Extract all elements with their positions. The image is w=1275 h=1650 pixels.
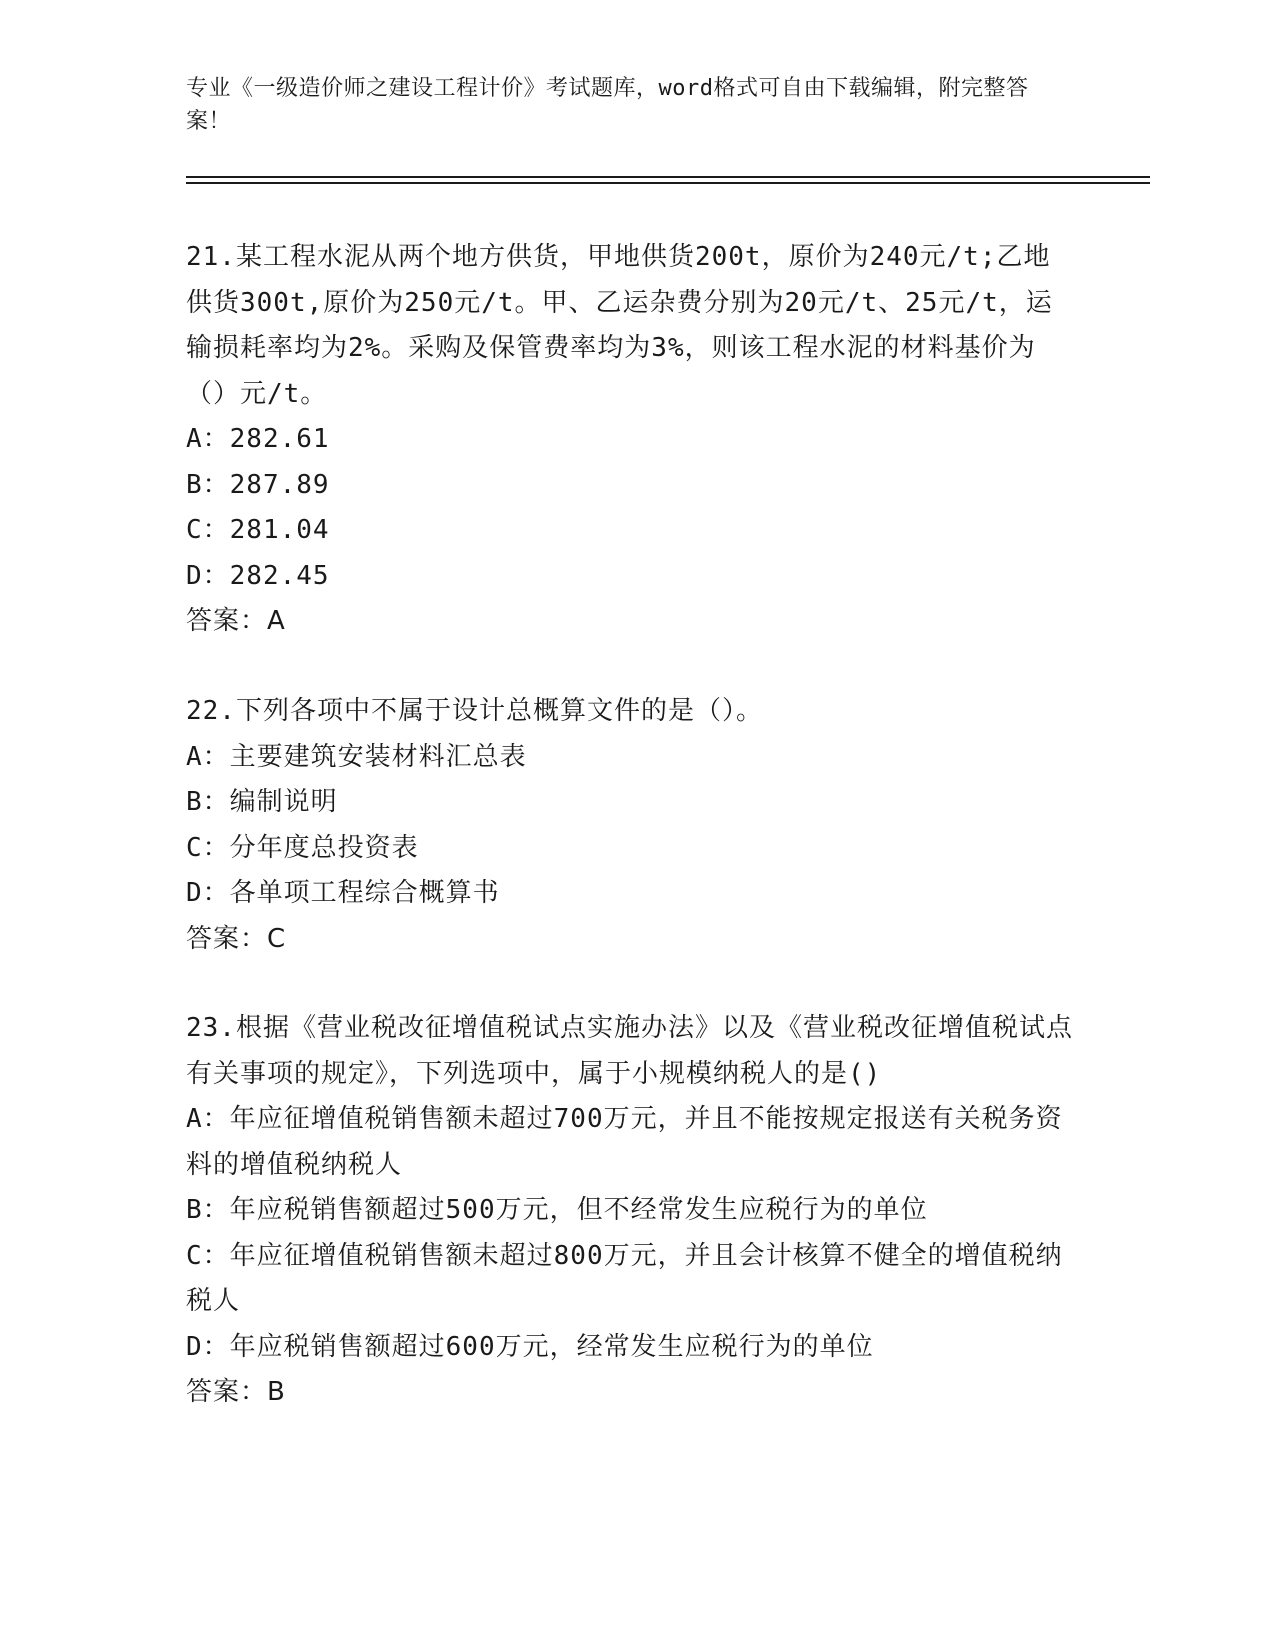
option-c: C：281.04: [186, 515, 330, 545]
option-b: B：287.89: [186, 469, 330, 500]
question-stem: 22.下列各项中不属于设计总概算文件的是（）。: [186, 696, 763, 726]
option-b: B：编制说明: [186, 787, 338, 817]
option-b: B：年应税销售额超过500万元，但不经常发生应税行为的单位: [186, 1195, 928, 1225]
question-stem: 21.某工程水泥从两个地方供货，甲地供货200t，原价为240元/t;乙地供货300t,原价为250元/t。甲、乙运杂费分别为20元/t、25元/t，运输损耗率均为2%。采购及保管费率均为3%，则该工程水泥的材料基价为（）元/t。: [186, 242, 1053, 409]
answer-line: 答案：A: [186, 606, 286, 636]
option-a: A：282.61: [186, 424, 330, 454]
header-divider-bottom: [186, 182, 1150, 184]
option-c: C：年应征增值税销售额未超过800万元，并且会计核算不健全的增值税纳税人: [186, 1240, 1063, 1316]
option-a: A：主要建筑安装材料汇总表: [186, 741, 527, 772]
document-header-description: 专业《一级造价师之建设工程计价》考试题库，word格式可自由下载编辑，附完整答案！: [186, 76, 1029, 134]
question-23: [186, 1006, 1076, 1416]
answer-line: 答案：C: [186, 923, 287, 954]
answer-line: 答案：B: [186, 1377, 286, 1407]
option-a: A：年应征增值税销售额未超过700万元，并且不能按规定报送有关税务资料的增值税纳税人: [186, 1104, 1063, 1180]
option-d: D：各单项工程综合概算书: [186, 878, 500, 908]
question-21: [186, 235, 1076, 645]
option-d: D：年应税销售额超过600万元，经常发生应税行为的单位: [186, 1331, 874, 1362]
question-stem: 23.根据《营业税改征增值税试点实施办法》以及《营业税改征增值税试点有关事项的规定》，下列选项中，属于小规模纳税人的是(): [186, 1013, 1073, 1089]
option-d: D：282.45: [186, 560, 330, 591]
question-22: [186, 689, 1076, 962]
header-divider-top: [186, 176, 1150, 178]
option-c: C：分年度总投资表: [186, 832, 419, 863]
